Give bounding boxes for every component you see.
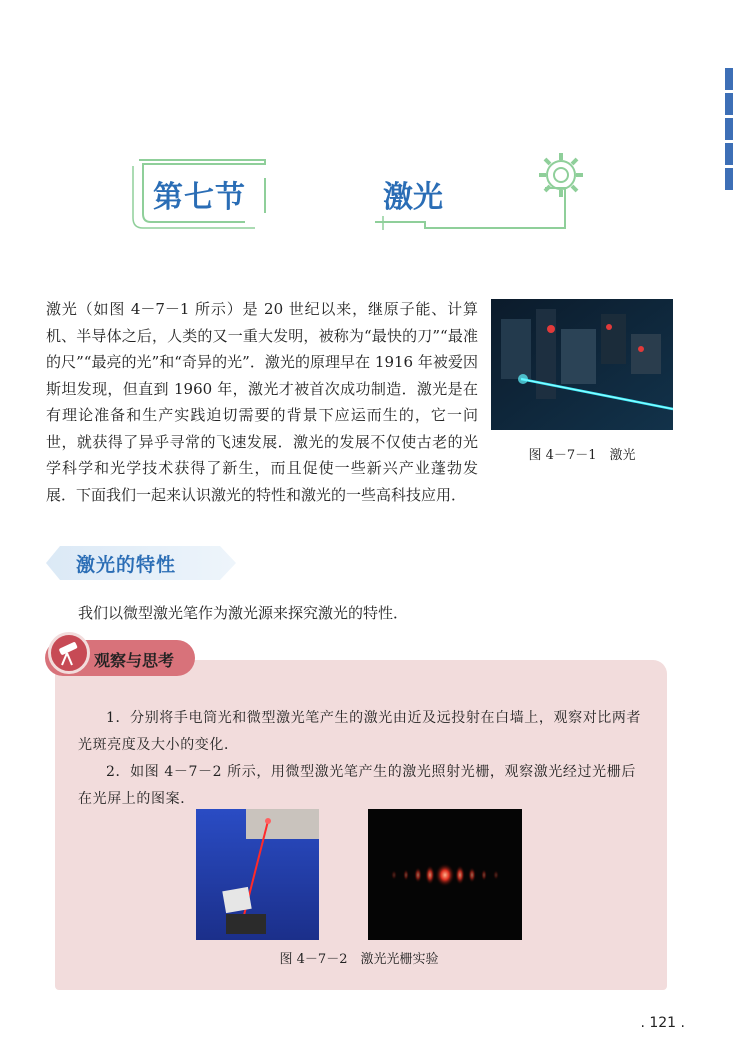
- telescope-icon: [48, 632, 90, 674]
- edge-tab: [725, 118, 733, 140]
- observe-item: 2．如图 4－7－2 所示，用微型激光笔产生的激光照射光栅，观察激光经过光栅后在光屏上的图案．: [78, 764, 636, 807]
- section-title: 激光: [383, 180, 443, 215]
- edge-tab: [725, 68, 733, 90]
- subsection-title: 激光的特性: [76, 554, 177, 576]
- diffraction-pattern-photo: [368, 809, 522, 940]
- edge-tab: [725, 93, 733, 115]
- chapter-edge-tabs: [725, 68, 733, 193]
- edge-tab: [725, 143, 733, 165]
- observe-item: 1．分别将手电筒光和微型激光笔产生的激光由近及远投射在白墙上，观察对比两者光斑亮度及大小的变化．: [78, 710, 642, 753]
- edge-tab: [725, 168, 733, 190]
- lead-sentence: 我们以微型激光笔作为激光源来探究激光的特性．: [78, 604, 409, 622]
- section-number: 第七节: [153, 180, 246, 215]
- section-header: [125, 158, 595, 233]
- figure-caption: 图 4－7－2 激光光栅实验: [279, 952, 439, 967]
- page-number: . 121 .: [640, 1015, 685, 1031]
- laser-photo: [491, 299, 673, 430]
- observe-items: [78, 705, 646, 813]
- figure-caption: 图 4－7－1 激光: [528, 448, 636, 463]
- intro-paragraph: 激光（如图 4－7－1 所示）是 20 世纪以来，继原子能、计算机、半导体之后，人类的又一重大发明，被称为“最快的刀”“最准的尺”“最亮的光”和“奇异的光”．激光的原理早在 1916 年被爱因斯坦发现，但直到 1960 年，激光才被首次成功制造．激光是在有理论准备和生产实践迫切需要的背景下应运而生的，它一问世，就获得了异乎寻常的飞速发展．激光的发展不仅使古老的光学科学和光学技术获得了新生，而且促使一些新兴产业蓬勃发展．下面我们一起来认识激光的特性和激光的一些高科技应用．: [46, 300, 478, 504]
- observe-label: 观察与思考: [94, 651, 175, 670]
- gear-icon: [530, 144, 592, 206]
- grating-setup-photo: [196, 809, 319, 940]
